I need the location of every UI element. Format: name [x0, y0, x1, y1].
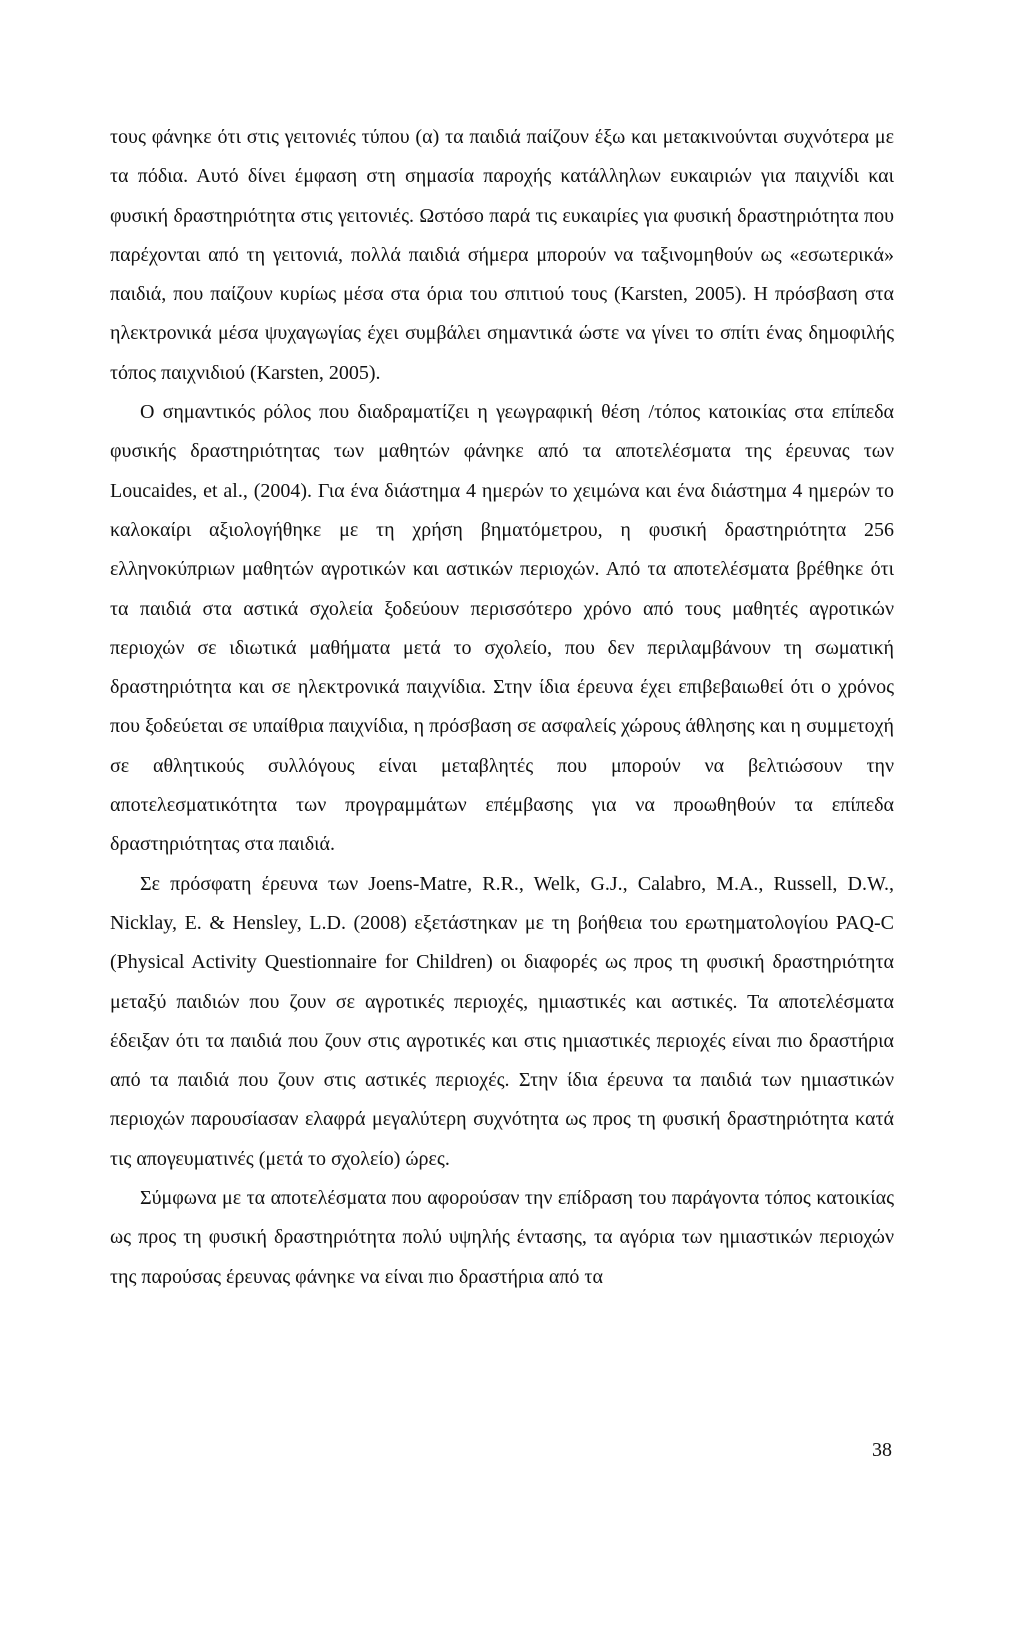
- page-number: 38: [872, 1439, 892, 1461]
- paragraph-joens-matre-study: Σε πρόσφατη έρευνα των Joens-Matre, R.R., Welk, G.J., Calabro, M.A., Russell, D.W., Nicklay, E. & Hensley, L.D. (2008) εξετάστηκαν με τη βοήθεια του ερωτηματολογίου PAQ-C (Physical Activity Questionnaire for Children) οι διαφορές ως προς τη φυσική δραστηριότητα μεταξύ παιδιών που ζουν σε αγροτικές περιοχές, ημιαστικές και αστικές. Τα αποτελέσματα έδειξαν ότι τα παιδιά που ζουν στις αγροτικές και στις ημιαστικές περιοχές είναι πιο δραστήρια από τα παιδιά που ζουν στις αστικές περιοχές. Στην ίδια έρευνα τα παιδιά των ημιαστικών περιοχών παρουσίασαν ελαφρά μεγαλύτερη συχνότητα ως προς τη φυσική δραστηριότητα κατά τις απογευματινές (μετά το σχολείο) ώρες.: [110, 872, 894, 1170]
- document-page: [110, 118, 894, 1297]
- paragraph-loucaides-study: Ο σημαντικός ρόλος που διαδραματίζει η γεωγραφική θέση /τόπος κατοικίας στα επίπεδα φυσικής δραστηριότητας των μαθητών φάνηκε από τα αποτελέσματα της έρευνας των Loucaides, et al., (2004). Για ένα διάστημα 4 ημερών το χειμώνα και ένα διάστημα 4 ημερών το καλοκαίρι αξιολογήθηκε με τη χρήση βηματόμετρου, η φυσική δραστηριότητα 256 ελληνοκύπριων μαθητών αγροτικών και αστικών περιοχών. Από τα αποτελέσματα βρέθηκε ότι τα παιδιά στα αστικά σχολεία ξοδεύουν περισσότερο χρόνο από τους μαθητές αγροτικών περιοχών σε ιδιωτικά μαθήματα μετά το σχολείο, που δεν περιλαμβάνουν τη σωματική δραστηριότητα και σε ηλεκτρονικά παιχνίδια. Στην ίδια έρευνα έχει επιβεβαιωθεί ότι ο χρόνος που ξοδεύεται σε υπαίθρια παιχνίδια, η πρόσβαση σε ασφαλείς χώρους άθλησης και η συμμετοχή σε αθλητικούς συλλόγους είναι μεταβλητές που μπορούν να βελτιώσουν την αποτελεσματικότητα των προγραμμάτων επέμβασης για να προωθηθούν τα επίπεδα δραστηριότητας στα παιδιά.: [110, 401, 894, 856]
- paragraph-residence-results: Σύμφωνα με τα αποτελέσματα που αφορούσαν την επίδραση του παράγοντα τόπος κατοικίας ως προς τη φυσική δραστηριότητα πολύ υψηλής έντασης, τα αγόρια των ημιαστικών περιοχών της παρούσας έρευνας φάνηκε να είναι πιο δραστήρια από τα: [110, 1187, 894, 1288]
- paragraph-neighborhood-play: τους φάνηκε ότι στις γειτονιές τύπου (α) τα παιδιά παίζουν έξω και μετακινούνται συχνότερα με τα πόδια. Αυτό δίνει έμφαση στη σημασία παροχής κατάλληλων ευκαιριών για παιχνίδι και φυσική δραστηριότητα στις γειτονιές. Ωστόσο παρά τις ευκαιρίες για φυσική δραστηριότητα που παρέχονται από τη γειτονιά, πολλά παιδιά σήμερα μπορούν να ταξινομηθούν ως «εσωτερικά» παιδιά, που παίζουν κυρίως μέσα στα όρια του σπιτιού τους (Karsten, 2005). Η πρόσβαση στα ηλεκτρονικά μέσα ψυχαγωγίας έχει συμβάλει σημαντικά ώστε να γίνει το σπίτι ένας δημοφιλής τόπος παιχνιδιού (Karsten, 2005).: [110, 126, 894, 384]
